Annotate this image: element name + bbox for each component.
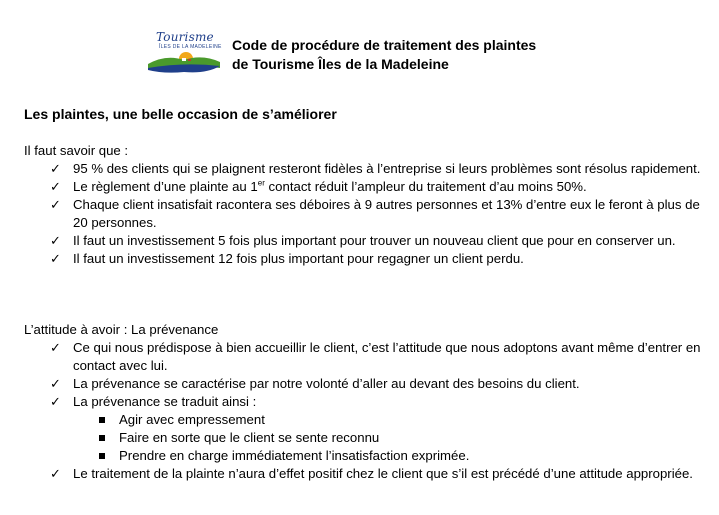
checkmark-icon: ✓ (50, 394, 61, 409)
document-title (232, 36, 536, 74)
attitude-intro: L’attitude à avoir : La prévenance (24, 322, 219, 337)
attitude-final-list (24, 465, 704, 483)
list-item: ✓ 95 % des clients qui se plaignent resteront fidèles à l’entreprise si leurs problèmes sont résolus rapidement. (50, 161, 701, 176)
list-item: ✓ Ce qui nous prédispose à bien accueillir le client, c’est l’attitude que nous adoptons avant même d’entrer en contact avec lui. (50, 340, 701, 373)
square-bullet-icon (99, 453, 105, 459)
checkmark-icon: ✓ (50, 161, 61, 176)
checkmark-icon: ✓ (50, 340, 61, 355)
attitude-section (24, 321, 704, 483)
section-heading: Les plaintes, une belle occasion de s’améliorer (24, 106, 337, 122)
title-line-2: de Tourisme Îles de la Madeleine (232, 56, 449, 72)
logo-subtitle: ÎLES DE LA MADELEINE (159, 44, 222, 50)
know-section (24, 142, 704, 268)
list-item: ✓ Il faut un investissement 5 fois plus important pour trouver un nouveau client que pour en conserver un. (50, 233, 676, 248)
checkmark-icon: ✓ (50, 233, 61, 248)
logo-name: Tourisme (156, 30, 214, 44)
tourisme-logo (146, 30, 222, 76)
square-bullet-icon (99, 435, 105, 441)
checkmark-icon: ✓ (50, 251, 61, 266)
checkmark-icon: ✓ (50, 376, 61, 391)
list-item: ✓ Chaque client insatisfait racontera ses déboires à 9 autres personnes et 13% d’entre eux le feront à plus de 20 personnes. (50, 197, 700, 230)
logo-landscape-icon (146, 50, 222, 74)
sublist-item: Faire en sorte que le client se sente reconnu (24, 429, 704, 447)
checkmark-icon: ✓ (50, 197, 61, 212)
checkmark-icon: ✓ (50, 179, 61, 194)
checkmark-icon: ✓ (50, 466, 61, 481)
list-item: ✓ Le règlement d’une plainte au 1er contact réduit l’ampleur du traitement d’au moins 50%. (50, 178, 587, 194)
sublist-item: Prendre en charge immédiatement l’insatisfaction exprimée. (24, 447, 704, 465)
list-item: ✓ Le traitement de la plainte n’aura d’effet positif chez le client que s’il est précédé d’une attitude appropriée. (50, 466, 693, 481)
prevenance-sublist (24, 411, 704, 465)
document-header (146, 30, 706, 80)
title-line-1: Code de procédure de traitement des plaintes (232, 37, 537, 53)
sublist-item: Agir avec empressement (24, 411, 704, 429)
attitude-list (24, 339, 704, 411)
list-item: ✓ Il faut un investissement 12 fois plus important pour regagner un client perdu. (50, 251, 524, 266)
square-bullet-icon (99, 417, 105, 423)
know-list (24, 160, 704, 268)
list-item: ✓ La prévenance se traduit ainsi : (50, 394, 257, 409)
list-item: ✓ La prévenance se caractérise par notre volonté d’aller au devant des besoins du client. (50, 376, 580, 391)
know-intro: Il faut savoir que : (24, 143, 129, 158)
